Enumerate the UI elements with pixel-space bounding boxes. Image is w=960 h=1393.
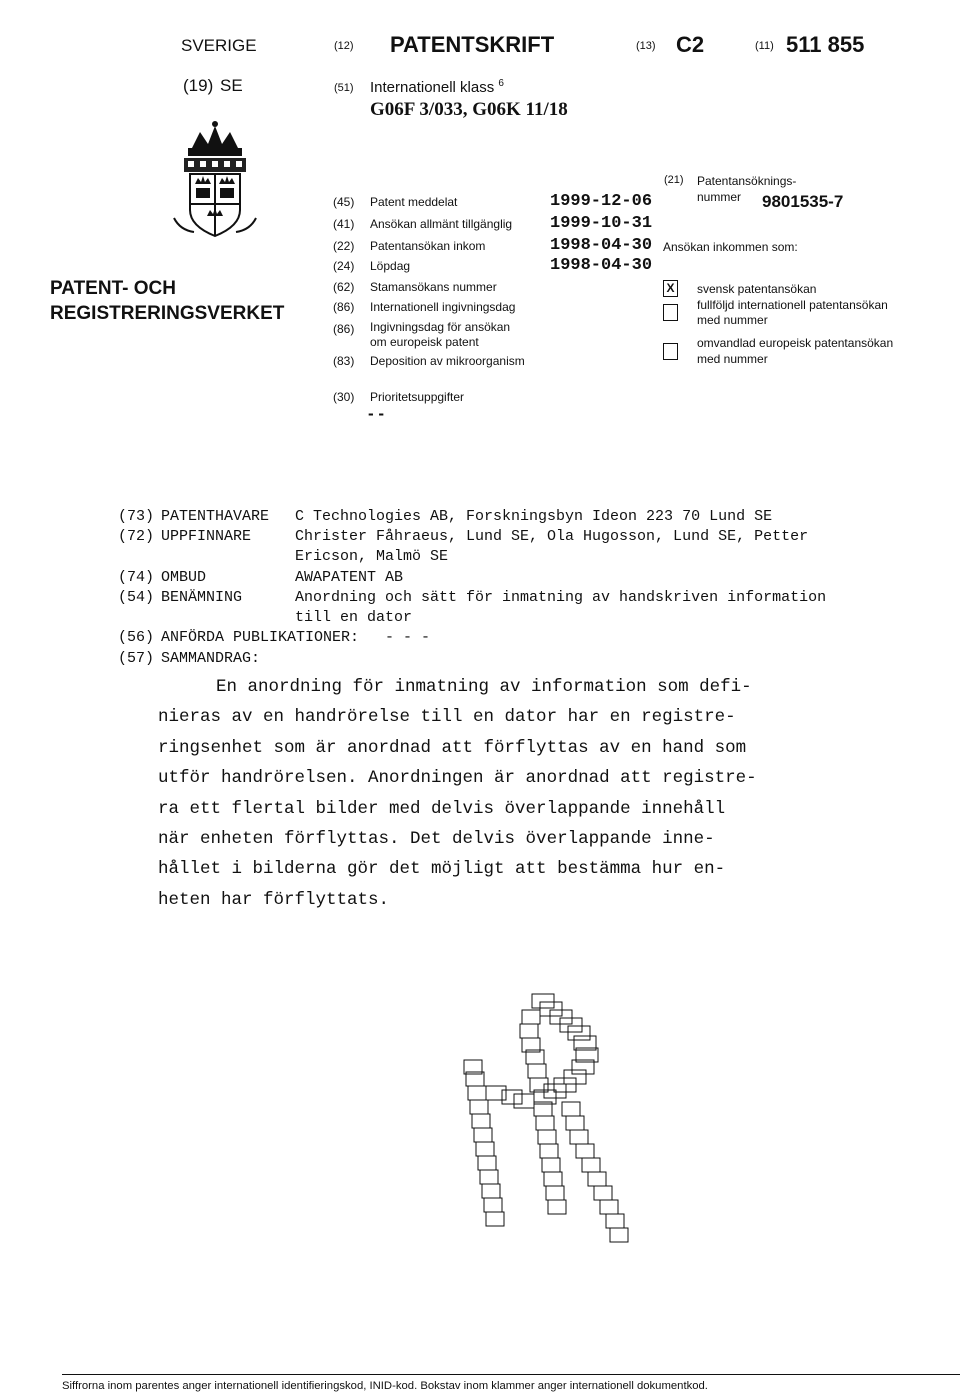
bib-label: Löpdag <box>370 259 411 273</box>
checkbox-swedish-application: X <box>663 280 678 297</box>
kind-code: C2 <box>676 32 705 57</box>
abstract-line: ringsenhet som är anordnad att förflyttas av en hand som <box>158 737 747 758</box>
title: Anordning och sätt för inmatning av handskriven information <box>295 589 827 606</box>
inventors: Christer Fåhraeus, Lund SE, Ola Hugosson, Lund SE, Petter <box>295 528 809 545</box>
bib-code: (86) <box>333 300 355 314</box>
checkbox-european-application <box>663 343 678 360</box>
bib-label: Internationell ingivningsdag <box>370 300 516 314</box>
office-name-line1: PATENT- OCH <box>50 278 176 299</box>
inid-30: (30) <box>333 390 355 404</box>
checkbox-international-application <box>663 304 678 321</box>
bib-date: 1999-10-31 <box>550 214 653 233</box>
footer-rule <box>62 1374 960 1375</box>
option-label-cont: med nummer <box>697 313 768 327</box>
bib-code: (22) <box>333 239 355 253</box>
inid-13: (13) <box>636 40 656 52</box>
option-label: fullföljd internationell patentansökan <box>697 298 888 312</box>
option-label: omvandlad europeisk patentansökan <box>697 336 894 350</box>
footer-note: Siffrorna inom parentes anger internationell identifieringskod, INID-kod. Bokstav inom klammer anger internationell dokumentkod. <box>62 1380 708 1392</box>
inid-21: (21) <box>664 174 684 186</box>
country-code: SE <box>220 76 243 95</box>
application-number: 9801535-7 <box>762 192 844 211</box>
field-label: PATENTHAVARE <box>161 508 270 525</box>
title-cont: till en dator <box>295 609 413 626</box>
abstract-line: utför handrörelsen. Anordningen är anordnad att registre- <box>158 768 757 789</box>
priority-label: Prioritetsuppgifter <box>370 390 465 404</box>
abstract-line: En anordning för inmatning av information som defi- <box>216 677 752 697</box>
country-name: SVERIGE <box>181 36 257 55</box>
swedish-coat-of-arms-icon <box>170 118 260 240</box>
field-code: (74) <box>118 569 155 586</box>
option-label: svensk patentansökan <box>697 282 817 296</box>
bib-label: Ansökan allmänt tillgänglig <box>370 217 513 231</box>
bib-code: (62) <box>333 280 355 294</box>
abstract-line: heten har förflyttats. <box>158 889 390 910</box>
classification-label-text: Internationell klass <box>370 79 495 96</box>
ipc-classes: G06F 3/033, G06K 11/18 <box>370 99 568 120</box>
field-code: (57) <box>118 650 155 667</box>
application-incoming-label: Ansökan inkommen som: <box>663 240 798 254</box>
field-label: UPPFINNARE <box>161 528 252 545</box>
bib-date: 1999-12-06 <box>550 192 653 211</box>
application-number-label: Patentansöknings- <box>697 174 797 188</box>
letter-r-drawing-icon <box>450 990 650 1260</box>
field-label: ANFÖRDA PUBLIKATIONER: <box>161 629 360 646</box>
inid-51: (51) <box>334 82 354 94</box>
cited-publications: - - - <box>385 629 431 646</box>
field-code: (73) <box>118 508 155 525</box>
bib-date: 1998-04-30 <box>550 256 653 275</box>
bib-date: 1998-04-30 <box>550 236 653 255</box>
field-code: (72) <box>118 528 155 545</box>
abstract <box>158 672 848 915</box>
document-type: PATENTSKRIFT <box>390 32 555 57</box>
bib-label: Patent meddelat <box>370 195 458 209</box>
application-number-label-cont: nummer <box>697 190 742 204</box>
bib-label: Patentansökan inkom <box>370 239 486 253</box>
office-name-line2: REGISTRERINGSVERKET <box>50 303 285 324</box>
inid-11: (11) <box>755 40 774 52</box>
abstract-line: ra ett flertal bilder med delvis överlappande innehåll <box>158 798 726 819</box>
abstract-line: när enheten förflyttas. Det delvis överlappande inne- <box>158 829 715 850</box>
field-label: OMBUD <box>161 569 207 586</box>
bib-label: Stamansökans nummer <box>370 280 497 294</box>
inventors-cont: Ericson, Malmö SE <box>295 548 449 565</box>
classification-label <box>370 78 504 96</box>
field-label: BENÄMNING <box>161 589 243 606</box>
classification-edition: 6 <box>498 78 504 89</box>
bib-code: (24) <box>333 259 355 273</box>
bib-code: (83) <box>333 354 355 368</box>
bib-label-cont: om europeisk patent <box>370 335 479 349</box>
option-label-cont: med nummer <box>697 352 768 366</box>
priority-value: - - <box>368 404 385 423</box>
field-label: SAMMANDRAG: <box>161 650 261 667</box>
agent: AWAPATENT AB <box>295 569 404 586</box>
field-code: (56) <box>118 629 155 646</box>
bib-code: (86) <box>333 322 355 336</box>
abstract-line: nieras av en handrörelse till en dator har en registre- <box>158 707 736 728</box>
inid-12: (12) <box>334 40 354 52</box>
bib-label: Deposition av mikroorganism <box>370 354 525 368</box>
field-code: (54) <box>118 589 155 606</box>
bib-label: Ingivningsdag för ansökan <box>370 320 511 334</box>
bib-code: (45) <box>333 195 355 209</box>
publication-number: 511 855 <box>786 32 865 57</box>
patent-holder: C Technologies AB, Forskningsbyn Ideon 223 70 Lund SE <box>295 508 773 525</box>
bib-code: (41) <box>333 217 355 231</box>
abstract-line: hållet i bilderna gör det möjligt att bestämma hur en- <box>158 859 726 880</box>
inid-19: (19) <box>183 76 214 95</box>
